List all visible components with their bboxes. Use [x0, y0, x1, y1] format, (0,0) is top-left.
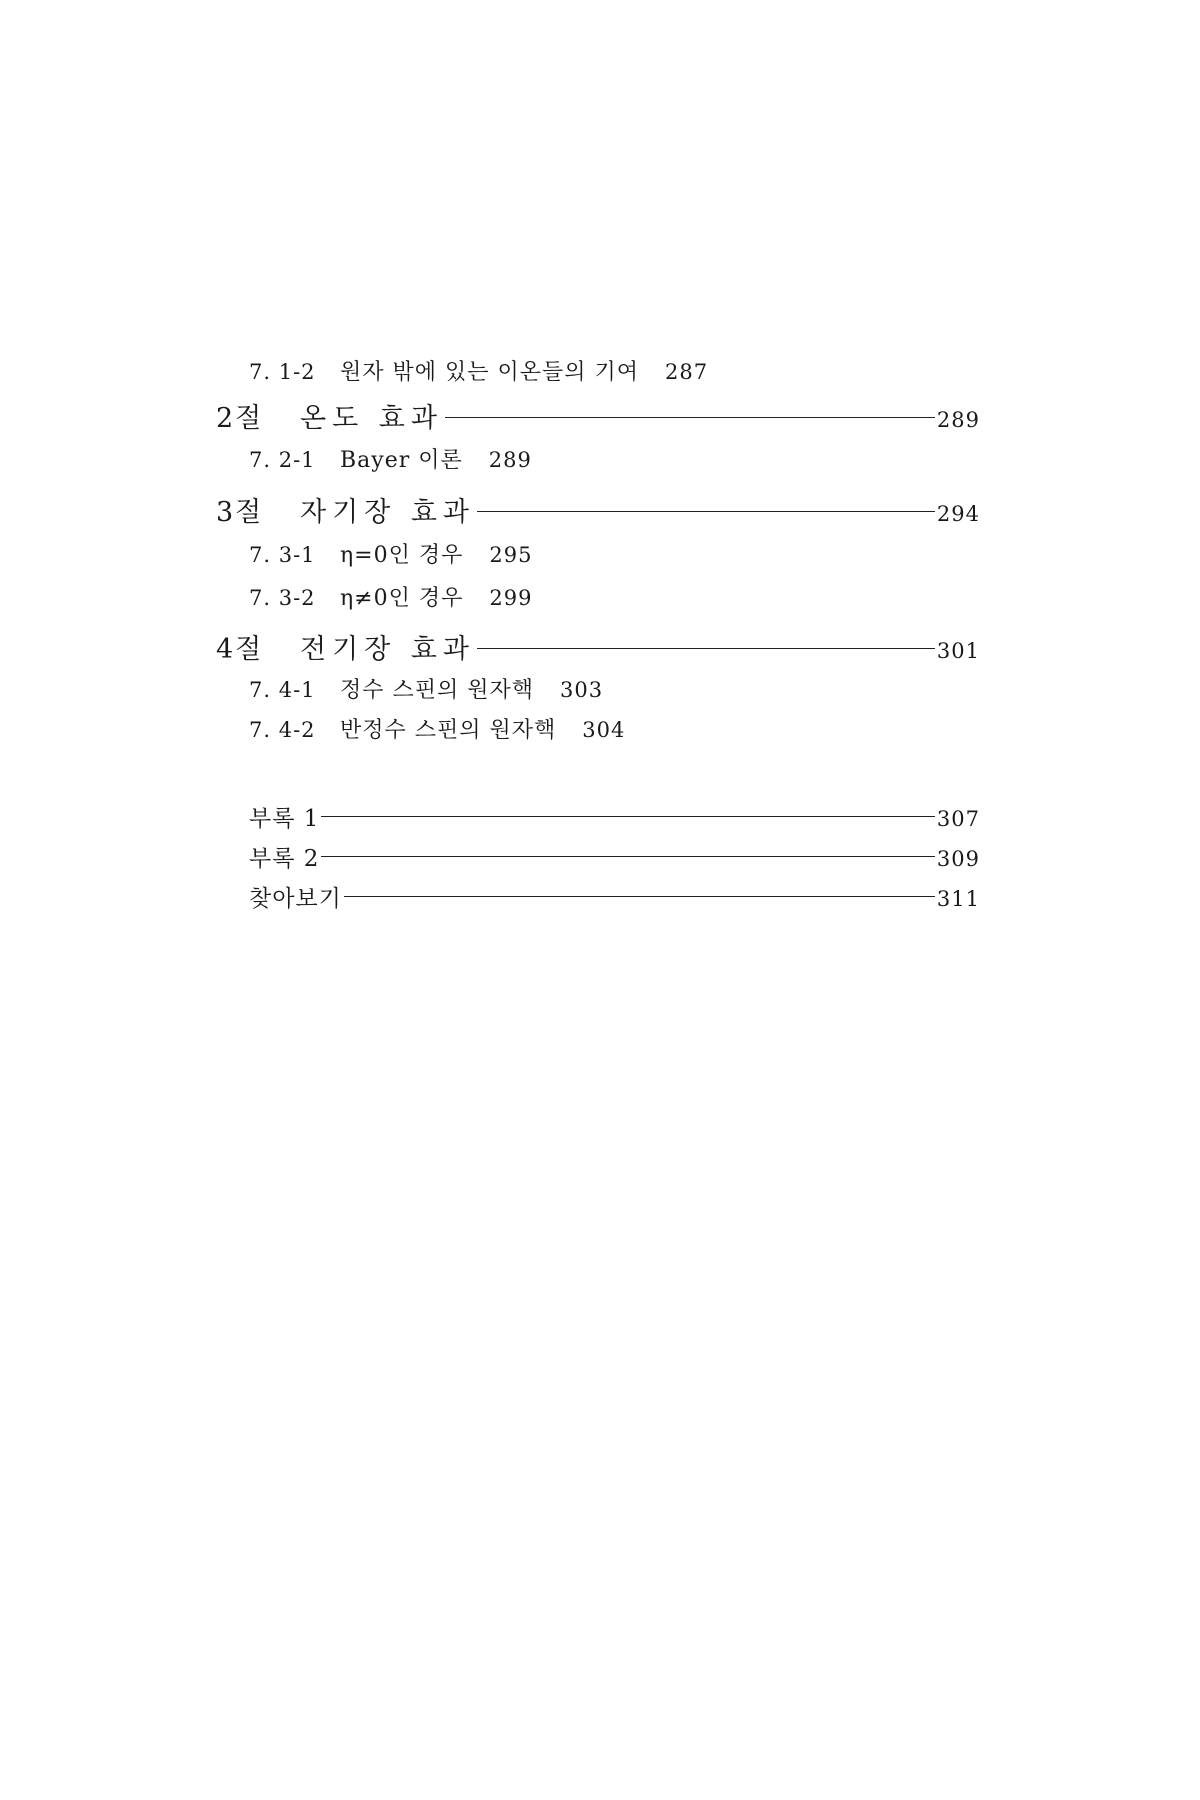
appendix-title: 부록 1 [249, 806, 320, 832]
entry-number: 7. 4-2 [249, 718, 316, 742]
entry-number: 7. 3-1 [249, 543, 316, 567]
entry-number: 7. 1-2 [249, 360, 316, 384]
appendix-page: 309 [936, 847, 980, 871]
toc-entry-7-4-1[interactable] [249, 673, 603, 704]
toc-entry-7-3-1[interactable] [249, 538, 532, 569]
toc-entry-7-2-1[interactable] [249, 443, 532, 474]
entry-title: 반정수 스핀의 원자핵 [340, 718, 557, 743]
entry-page: 303 [560, 678, 604, 702]
toc-section-2[interactable] [216, 396, 980, 435]
toc-entry-7-1-2[interactable] [249, 355, 708, 386]
toc-index[interactable] [249, 880, 980, 913]
entry-page: 304 [582, 718, 626, 742]
entry-title: Bayer 이론 [340, 448, 463, 473]
section-title: 전기장 효과 [300, 634, 475, 665]
entry-title: 정수 스핀의 원자핵 [340, 678, 535, 703]
toc-entry-7-3-2[interactable] [249, 581, 532, 612]
entry-title: η≠0인 경우 [340, 586, 464, 611]
section-page: 294 [936, 502, 980, 526]
section-title: 자기장 효과 [300, 497, 475, 528]
toc-entry-7-4-2[interactable] [249, 713, 625, 744]
index-title: 찾아보기 [249, 886, 342, 912]
section-title: 온도 효과 [300, 403, 443, 434]
toc-appendix-2[interactable] [249, 840, 980, 873]
section-number: 2절 [216, 403, 264, 434]
leader-line [477, 511, 935, 512]
section-page: 289 [936, 408, 980, 432]
toc-section-4[interactable] [216, 627, 980, 666]
leader-line [321, 816, 935, 817]
entry-page: 295 [489, 543, 533, 567]
entry-title: 원자 밖에 있는 이온들의 기여 [340, 360, 639, 385]
section-number: 3절 [216, 497, 264, 528]
entry-number: 7. 2-1 [249, 448, 316, 472]
toc-section-3[interactable] [216, 490, 980, 529]
entry-title: η=0인 경우 [340, 543, 464, 568]
entry-page: 289 [488, 448, 532, 472]
entry-page: 287 [665, 360, 709, 384]
index-page: 311 [936, 887, 980, 911]
leader-line [477, 648, 935, 649]
section-page: 301 [936, 639, 980, 663]
leader-line [445, 417, 935, 418]
toc-appendix-1[interactable] [249, 800, 980, 833]
entry-number: 7. 3-2 [249, 586, 316, 610]
entry-page: 299 [489, 586, 533, 610]
appendix-page: 307 [936, 807, 980, 831]
entry-number: 7. 4-1 [249, 678, 316, 702]
section-number: 4절 [216, 634, 264, 665]
leader-line [344, 896, 935, 897]
appendix-title: 부록 2 [249, 846, 320, 872]
leader-line [321, 856, 935, 857]
